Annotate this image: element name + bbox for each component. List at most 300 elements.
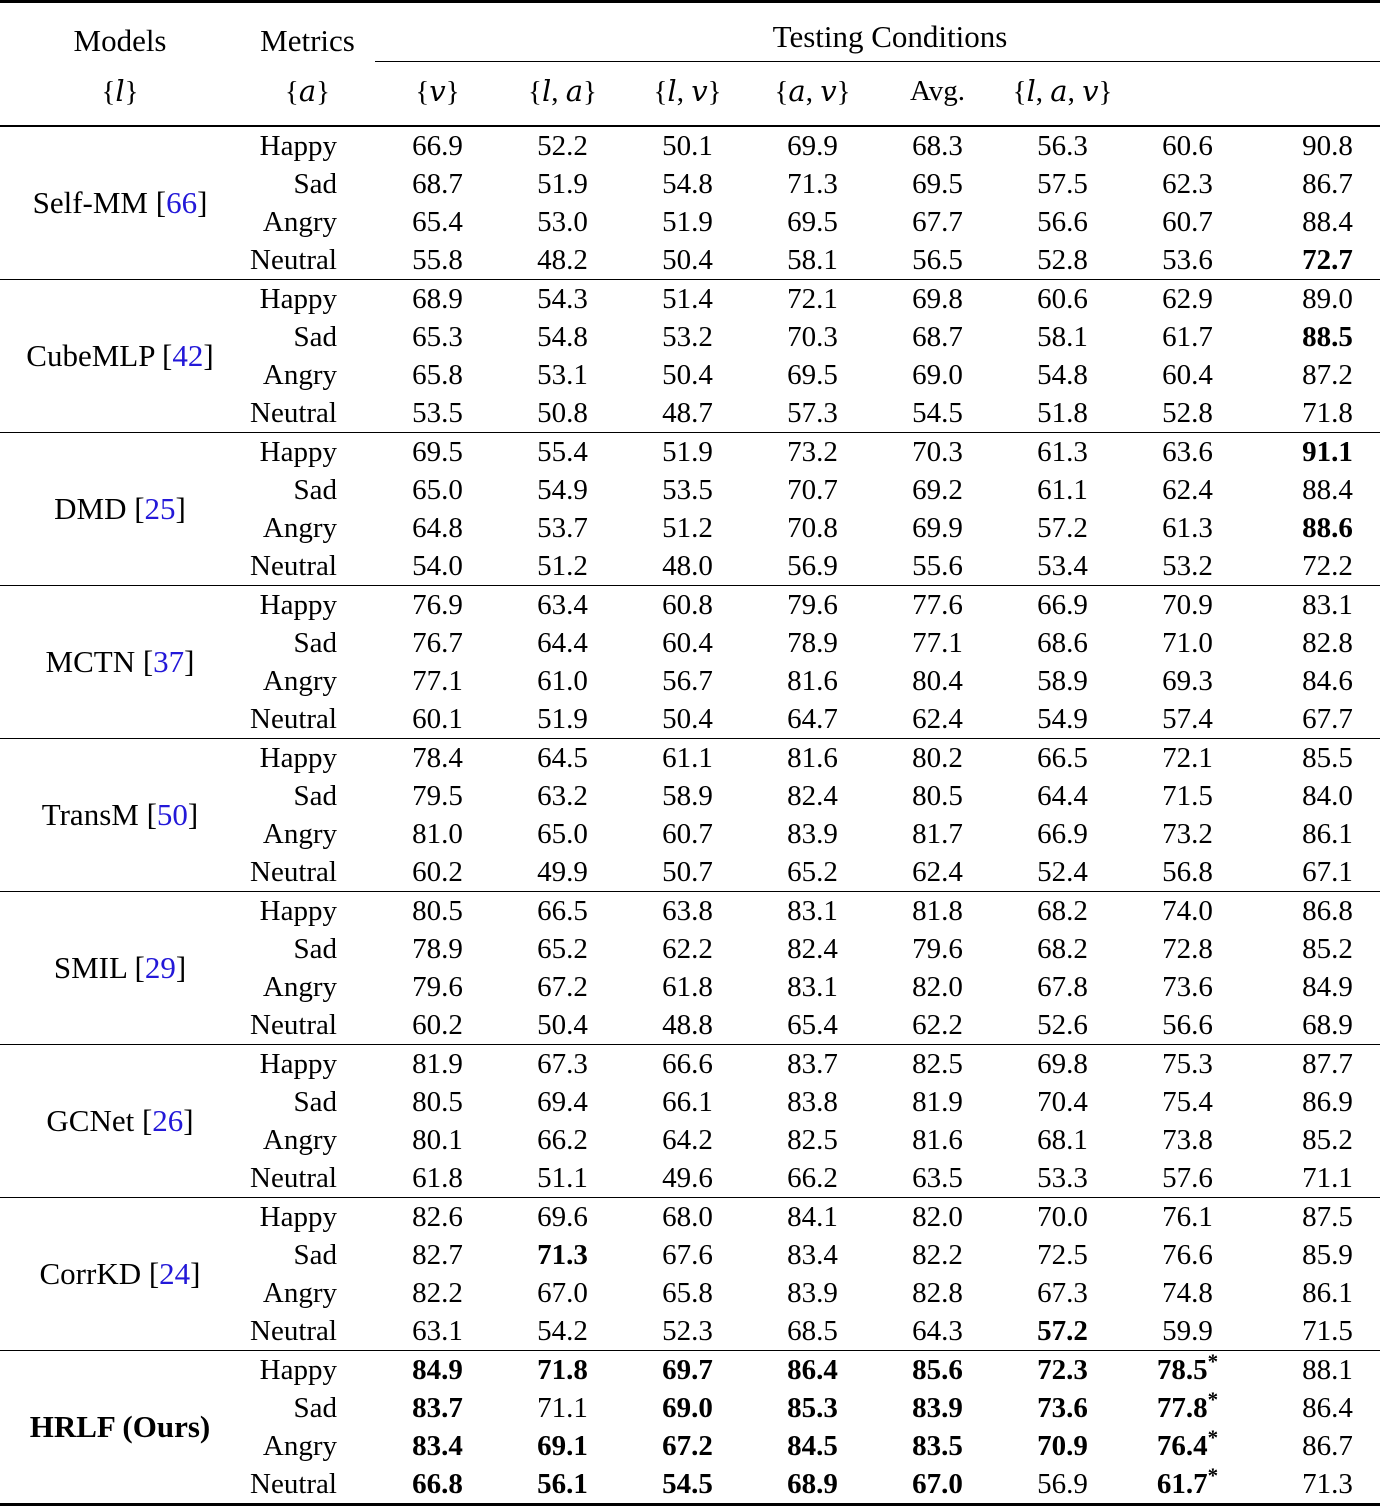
value-cell: 65.8 bbox=[662, 1277, 713, 1309]
value-cell: 62.4 bbox=[912, 856, 963, 888]
model-name-cell: HRLF (Ours) bbox=[29, 1409, 211, 1444]
value-cell: 52.8 bbox=[1037, 244, 1088, 276]
value-cell: 54.2 bbox=[537, 1315, 588, 1347]
table-row bbox=[0, 1045, 1380, 1083]
metric-label: Angry bbox=[262, 1429, 337, 1462]
value-cell: 51.8 bbox=[1037, 397, 1088, 429]
value-cell: 83.7 bbox=[787, 1048, 838, 1080]
metric-label: Angry bbox=[262, 511, 337, 544]
value-cell: 76.7 bbox=[412, 627, 463, 659]
bottom-rule bbox=[0, 1503, 1380, 1506]
value-cell: 54.8 bbox=[662, 168, 713, 200]
value-cell: 69.5 bbox=[412, 436, 463, 468]
value-cell: 81.6 bbox=[912, 1124, 963, 1156]
value-cell: 51.1 bbox=[537, 1162, 588, 1194]
header-condition-6: Avg. bbox=[909, 75, 966, 107]
value-cell: 82.8 bbox=[1302, 627, 1353, 659]
value-cell: 68.7 bbox=[412, 168, 463, 200]
value-cell: 83.9 bbox=[787, 818, 838, 850]
value-cell: 79.6 bbox=[412, 971, 463, 1003]
table-footer bbox=[0, 1503, 1380, 1506]
value-cell: 63.6 bbox=[1162, 436, 1213, 468]
value-cell: 65.0 bbox=[537, 818, 588, 850]
value-cell: 67.0 bbox=[537, 1277, 588, 1309]
value-cell: 73.2 bbox=[787, 436, 838, 468]
star-marker: * bbox=[1207, 1349, 1219, 1374]
value-cell: 53.0 bbox=[537, 206, 588, 238]
value-cell: 88.6 bbox=[1302, 512, 1353, 544]
value-cell: 82.7 bbox=[412, 1239, 463, 1271]
table-row bbox=[0, 127, 1380, 165]
value-cell: 69.2 bbox=[912, 474, 963, 506]
value-cell: 68.9 bbox=[1302, 1009, 1353, 1041]
value-cell: 52.2 bbox=[537, 130, 588, 162]
metric-label: Angry bbox=[262, 817, 337, 850]
value-cell: 70.0 bbox=[1037, 1201, 1088, 1233]
value-cell: 71.1 bbox=[537, 1392, 588, 1424]
value-cell: 67.6 bbox=[662, 1239, 713, 1271]
value-cell: 66.5 bbox=[537, 895, 588, 927]
value-cell: 83.7 bbox=[412, 1392, 463, 1424]
metric-label: Sad bbox=[293, 779, 337, 812]
value-cell: 54.8 bbox=[537, 321, 588, 353]
value-cell: 60.7 bbox=[1162, 206, 1213, 238]
value-cell: 58.1 bbox=[1037, 321, 1088, 353]
value-cell: 65.2 bbox=[787, 856, 838, 888]
value-cell: 69.4 bbox=[537, 1086, 588, 1118]
value-cell: 64.2 bbox=[662, 1124, 713, 1156]
value-cell: 82.2 bbox=[912, 1239, 963, 1271]
value-cell: 82.0 bbox=[912, 1201, 963, 1233]
header-condition-7: {l, a, v} bbox=[1012, 74, 1113, 108]
value-cell: 83.4 bbox=[412, 1430, 463, 1462]
value-cell: 70.3 bbox=[787, 321, 838, 353]
value-cell: 86.4 bbox=[1302, 1392, 1353, 1424]
metric-label: Neutral bbox=[250, 243, 337, 276]
header-condition-3: {l, a} bbox=[528, 74, 597, 108]
value-cell: 69.5 bbox=[787, 359, 838, 391]
value-cell: 60.1 bbox=[412, 703, 463, 735]
value-cell: 60.6 bbox=[1037, 283, 1088, 315]
metric-label: Happy bbox=[259, 1047, 337, 1080]
citation-link[interactable]: 24 bbox=[159, 1256, 191, 1291]
metric-label: Happy bbox=[259, 588, 337, 621]
value-cell: 56.1 bbox=[537, 1468, 588, 1500]
metric-label: Sad bbox=[293, 167, 337, 200]
value-cell: 84.5 bbox=[787, 1430, 838, 1462]
value-cell: 82.0 bbox=[912, 971, 963, 1003]
value-cell: 88.5 bbox=[1302, 321, 1353, 353]
header-condition-2: {v} bbox=[415, 74, 460, 108]
value-cell: 48.8 bbox=[662, 1009, 713, 1041]
metric-label: Sad bbox=[293, 1391, 337, 1424]
value-cell: 72.5 bbox=[1037, 1239, 1088, 1271]
header-metrics: Metrics bbox=[260, 22, 355, 58]
value-cell: 68.2 bbox=[1037, 933, 1088, 965]
value-cell: 64.7 bbox=[787, 703, 838, 735]
value-cell: 71.3 bbox=[1302, 1468, 1353, 1500]
value-cell: 73.6 bbox=[1037, 1392, 1088, 1424]
value-cell: 56.8 bbox=[1162, 856, 1213, 888]
value-cell: 50.4 bbox=[537, 1009, 588, 1041]
citation-link[interactable]: 66 bbox=[166, 185, 198, 220]
value-cell: 52.4 bbox=[1037, 856, 1088, 888]
value-cell: 53.1 bbox=[537, 359, 588, 391]
metric-label: Happy bbox=[259, 435, 337, 468]
value-cell: 79.6 bbox=[787, 589, 838, 621]
value-cell: 55.4 bbox=[537, 436, 588, 468]
value-cell: 86.1 bbox=[1302, 1277, 1353, 1309]
value-cell: 83.1 bbox=[787, 895, 838, 927]
star-marker: * bbox=[1207, 1463, 1219, 1488]
model-name-cell: CorrKD [24] bbox=[39, 1256, 201, 1291]
value-cell: 75.4 bbox=[1162, 1086, 1213, 1118]
value-cell: 60.6 bbox=[1162, 130, 1213, 162]
value-cell: 69.9 bbox=[787, 130, 838, 162]
value-cell: 54.3 bbox=[537, 283, 588, 315]
value-cell: 74.0 bbox=[1162, 895, 1213, 927]
citation-link[interactable]: 29 bbox=[144, 950, 176, 985]
value-cell: 65.4 bbox=[787, 1009, 838, 1041]
value-cell: 50.8 bbox=[537, 397, 588, 429]
value-cell: 80.5 bbox=[412, 895, 463, 927]
value-cell: 84.6 bbox=[1302, 665, 1353, 697]
value-cell: 69.0 bbox=[912, 359, 963, 391]
value-cell: 69.7 bbox=[662, 1354, 713, 1386]
value-cell: 60.2 bbox=[412, 1009, 463, 1041]
value-cell: 87.7 bbox=[1302, 1048, 1353, 1080]
value-cell: 65.8 bbox=[412, 359, 463, 391]
header-condition-1: {a} bbox=[284, 74, 331, 108]
header-condition-0: {l} bbox=[101, 74, 139, 108]
table-body bbox=[0, 127, 1380, 1503]
value-cell: 83.9 bbox=[787, 1277, 838, 1309]
value-cell: 81.8 bbox=[912, 895, 963, 927]
metric-label: Sad bbox=[293, 626, 337, 659]
value-cell: 54.9 bbox=[537, 474, 588, 506]
metric-label: Sad bbox=[293, 932, 337, 965]
model-name-cell: GCNet [26] bbox=[46, 1103, 194, 1138]
value-cell: 86.1 bbox=[1302, 818, 1353, 850]
metric-label: Neutral bbox=[250, 1467, 337, 1500]
value-cell: 87.2 bbox=[1302, 359, 1353, 391]
value-cell: 66.2 bbox=[787, 1162, 838, 1194]
value-cell: 81.9 bbox=[412, 1048, 463, 1080]
value-cell: 60.7 bbox=[662, 818, 713, 850]
value-cell: 50.1 bbox=[662, 130, 713, 162]
value-cell: 80.2 bbox=[912, 742, 963, 774]
metric-label: Angry bbox=[262, 358, 337, 391]
value-cell: 76.6 bbox=[1162, 1239, 1213, 1271]
value-cell: 66.9 bbox=[412, 130, 463, 162]
value-cell: 83.8 bbox=[787, 1086, 838, 1118]
value-cell: 62.3 bbox=[1162, 168, 1213, 200]
model-name-cell: DMD [25] bbox=[54, 491, 186, 526]
header-row-groups bbox=[0, 3, 1380, 61]
metric-label: Neutral bbox=[250, 702, 337, 735]
value-cell: 70.3 bbox=[912, 436, 963, 468]
table-row bbox=[0, 280, 1380, 318]
value-cell: 80.1 bbox=[412, 1124, 463, 1156]
table-row bbox=[0, 586, 1380, 624]
value-cell: 62.2 bbox=[662, 933, 713, 965]
value-cell: 49.9 bbox=[537, 856, 588, 888]
value-cell: 60.8 bbox=[662, 589, 713, 621]
value-cell: 76.1 bbox=[1162, 1201, 1213, 1233]
value-cell: 57.5 bbox=[1037, 168, 1088, 200]
value-cell: 83.5 bbox=[912, 1430, 963, 1462]
metric-label: Happy bbox=[259, 282, 337, 315]
table-row bbox=[0, 1351, 1380, 1389]
value-cell: 78.9 bbox=[412, 933, 463, 965]
value-cell: 56.9 bbox=[1037, 1468, 1088, 1500]
value-cell: 51.9 bbox=[537, 168, 588, 200]
value-cell: 51.9 bbox=[537, 703, 588, 735]
value-cell: 71.3 bbox=[537, 1239, 588, 1271]
value-cell: 88.4 bbox=[1302, 206, 1353, 238]
value-cell: 68.5 bbox=[787, 1315, 838, 1347]
metric-label: Angry bbox=[262, 205, 337, 238]
value-cell: 80.4 bbox=[912, 665, 963, 697]
metric-label: Neutral bbox=[250, 855, 337, 888]
citation-link[interactable]: 25 bbox=[144, 491, 176, 526]
metric-label: Angry bbox=[262, 664, 337, 697]
metric-label: Neutral bbox=[250, 396, 337, 429]
value-cell: 57.4 bbox=[1162, 703, 1213, 735]
value-cell: 62.9 bbox=[1162, 283, 1213, 315]
metric-label: Neutral bbox=[250, 1314, 337, 1347]
header-condition-4: {l, v} bbox=[653, 74, 722, 108]
value-cell: 90.8 bbox=[1302, 130, 1353, 162]
value-cell: 55.8 bbox=[412, 244, 463, 276]
value-cell: 77.6 bbox=[912, 589, 963, 621]
value-cell: 56.9 bbox=[787, 550, 838, 582]
value-cell: 72.1 bbox=[787, 283, 838, 315]
value-cell: 84.1 bbox=[787, 1201, 838, 1233]
value-cell: 63.1 bbox=[412, 1315, 463, 1347]
value-cell: 55.6 bbox=[912, 550, 963, 582]
value-cell: 86.8 bbox=[1302, 895, 1353, 927]
value-cell: 51.9 bbox=[662, 206, 713, 238]
value-cell: 57.6 bbox=[1162, 1162, 1213, 1194]
value-cell: 54.9 bbox=[1037, 703, 1088, 735]
value-cell: 70.7 bbox=[787, 474, 838, 506]
value-cell: 54.5 bbox=[912, 397, 963, 429]
star-marker: * bbox=[1207, 1425, 1219, 1450]
value-cell: 66.5 bbox=[1037, 742, 1088, 774]
value-cell: 51.9 bbox=[662, 436, 713, 468]
value-cell: 89.0 bbox=[1302, 283, 1353, 315]
value-cell: 80.5 bbox=[912, 780, 963, 812]
metric-label: Sad bbox=[293, 1085, 337, 1118]
metric-label: Angry bbox=[262, 970, 337, 1003]
value-cell: 85.5 bbox=[1302, 742, 1353, 774]
value-cell: 85.3 bbox=[787, 1392, 838, 1424]
model-name-cell: SMIL [29] bbox=[53, 950, 187, 985]
value-cell: 81.6 bbox=[787, 742, 838, 774]
value-cell: 67.0 bbox=[912, 1468, 963, 1500]
value-cell: 58.9 bbox=[662, 780, 713, 812]
value-cell: 64.3 bbox=[912, 1315, 963, 1347]
value-cell: 53.4 bbox=[1037, 550, 1088, 582]
value-cell: 60.4 bbox=[662, 627, 713, 659]
value-cell: 60.4 bbox=[1162, 359, 1213, 391]
header-models: Models bbox=[73, 22, 167, 58]
value-cell: 61.3 bbox=[1162, 512, 1213, 544]
value-cell: 80.5 bbox=[412, 1086, 463, 1118]
value-cell: 79.6 bbox=[912, 933, 963, 965]
metric-label: Neutral bbox=[250, 549, 337, 582]
value-cell: 71.0 bbox=[1162, 627, 1213, 659]
value-cell: 62.4 bbox=[1162, 474, 1213, 506]
value-cell: 72.7 bbox=[1302, 244, 1353, 276]
value-cell: 57.3 bbox=[787, 397, 838, 429]
value-cell: 78.9 bbox=[787, 627, 838, 659]
value-cell: 85.9 bbox=[1302, 1239, 1353, 1271]
value-cell: 86.7 bbox=[1302, 1430, 1353, 1462]
value-cell: 83.1 bbox=[1302, 589, 1353, 621]
value-cell: 85.6 bbox=[912, 1354, 963, 1386]
value-cell: 61.1 bbox=[1037, 474, 1088, 506]
value-cell: 56.3 bbox=[1037, 130, 1088, 162]
citation-link[interactable]: 42 bbox=[172, 338, 204, 373]
value-cell: 75.3 bbox=[1162, 1048, 1213, 1080]
value-cell: 57.2 bbox=[1037, 512, 1088, 544]
value-cell: 69.9 bbox=[912, 512, 963, 544]
header-row-conditions bbox=[0, 62, 1380, 125]
value-cell: 50.7 bbox=[662, 856, 713, 888]
value-cell: 66.8 bbox=[412, 1468, 463, 1500]
citation-link[interactable]: 50 bbox=[156, 797, 188, 832]
value-cell: 61.7* bbox=[1156, 1463, 1219, 1500]
metric-label: Happy bbox=[259, 1200, 337, 1233]
value-cell: 73.8 bbox=[1162, 1124, 1213, 1156]
value-cell: 81.7 bbox=[912, 818, 963, 850]
value-cell: 67.2 bbox=[537, 971, 588, 1003]
citation-link[interactable]: 26 bbox=[152, 1103, 184, 1138]
value-cell: 70.9 bbox=[1162, 589, 1213, 621]
value-cell: 81.0 bbox=[412, 818, 463, 850]
value-cell: 64.5 bbox=[537, 742, 588, 774]
value-cell: 81.6 bbox=[787, 665, 838, 697]
metric-label: Neutral bbox=[250, 1008, 337, 1041]
value-cell: 68.1 bbox=[1037, 1124, 1088, 1156]
star-marker: * bbox=[1207, 1387, 1219, 1412]
value-cell: 51.2 bbox=[537, 550, 588, 582]
value-cell: 51.4 bbox=[662, 283, 713, 315]
value-cell: 86.9 bbox=[1302, 1086, 1353, 1118]
value-cell: 48.7 bbox=[662, 397, 713, 429]
value-cell: 77.1 bbox=[412, 665, 463, 697]
value-cell: 59.9 bbox=[1162, 1315, 1213, 1347]
value-cell: 82.6 bbox=[412, 1201, 463, 1233]
value-cell: 72.2 bbox=[1302, 550, 1353, 582]
value-cell: 71.1 bbox=[1302, 1162, 1353, 1194]
value-cell: 68.6 bbox=[1037, 627, 1088, 659]
value-cell: 88.1 bbox=[1302, 1354, 1353, 1386]
value-cell: 85.2 bbox=[1302, 1124, 1353, 1156]
value-cell: 67.7 bbox=[1302, 703, 1353, 735]
metric-label: Sad bbox=[293, 320, 337, 353]
value-cell: 68.7 bbox=[912, 321, 963, 353]
table-row bbox=[0, 892, 1380, 930]
value-cell: 54.0 bbox=[412, 550, 463, 582]
citation-link[interactable]: 37 bbox=[153, 644, 185, 679]
value-cell: 63.5 bbox=[912, 1162, 963, 1194]
metric-label: Happy bbox=[259, 1353, 337, 1386]
value-cell: 48.0 bbox=[662, 550, 713, 582]
value-cell: 67.8 bbox=[1037, 971, 1088, 1003]
value-cell: 77.8* bbox=[1156, 1387, 1219, 1424]
value-cell: 67.7 bbox=[912, 206, 963, 238]
value-cell: 53.5 bbox=[662, 474, 713, 506]
value-cell: 66.9 bbox=[1037, 589, 1088, 621]
value-cell: 65.0 bbox=[412, 474, 463, 506]
value-cell: 61.7 bbox=[1162, 321, 1213, 353]
model-name-cell: Self-MM [66] bbox=[32, 185, 208, 220]
value-cell: 69.0 bbox=[662, 1392, 713, 1424]
value-cell: 52.3 bbox=[662, 1315, 713, 1347]
value-cell: 51.2 bbox=[662, 512, 713, 544]
value-cell: 57.2 bbox=[1037, 1315, 1088, 1347]
value-cell: 66.1 bbox=[662, 1086, 713, 1118]
value-cell: 62.2 bbox=[912, 1009, 963, 1041]
value-cell: 69.1 bbox=[537, 1430, 588, 1462]
value-cell: 69.3 bbox=[1162, 665, 1213, 697]
value-cell: 83.1 bbox=[787, 971, 838, 1003]
value-cell: 63.2 bbox=[537, 780, 588, 812]
value-cell: 91.1 bbox=[1302, 436, 1353, 468]
value-cell: 82.4 bbox=[787, 780, 838, 812]
value-cell: 82.8 bbox=[912, 1277, 963, 1309]
value-cell: 70.9 bbox=[1037, 1430, 1088, 1462]
value-cell: 53.7 bbox=[537, 512, 588, 544]
value-cell: 82.5 bbox=[787, 1124, 838, 1156]
value-cell: 64.8 bbox=[412, 512, 463, 544]
value-cell: 83.9 bbox=[912, 1392, 963, 1424]
value-cell: 84.0 bbox=[1302, 780, 1353, 812]
value-cell: 82.2 bbox=[412, 1277, 463, 1309]
value-cell: 66.2 bbox=[537, 1124, 588, 1156]
value-cell: 66.9 bbox=[1037, 818, 1088, 850]
value-cell: 84.9 bbox=[412, 1354, 463, 1386]
value-cell: 86.7 bbox=[1302, 168, 1353, 200]
metric-label: Angry bbox=[262, 1123, 337, 1156]
value-cell: 71.8 bbox=[1302, 397, 1353, 429]
table-row bbox=[0, 739, 1380, 777]
value-cell: 52.8 bbox=[1162, 397, 1213, 429]
value-cell: 71.8 bbox=[537, 1354, 588, 1386]
value-cell: 56.6 bbox=[1037, 206, 1088, 238]
value-cell: 78.4 bbox=[412, 742, 463, 774]
value-cell: 76.4* bbox=[1156, 1425, 1219, 1462]
value-cell: 53.6 bbox=[1162, 244, 1213, 276]
value-cell: 50.4 bbox=[662, 703, 713, 735]
value-cell: 65.3 bbox=[412, 321, 463, 353]
value-cell: 69.6 bbox=[537, 1201, 588, 1233]
value-cell: 54.8 bbox=[1037, 359, 1088, 391]
value-cell: 77.1 bbox=[912, 627, 963, 659]
value-cell: 68.9 bbox=[787, 1468, 838, 1500]
value-cell: 72.1 bbox=[1162, 742, 1213, 774]
value-cell: 65.4 bbox=[412, 206, 463, 238]
value-cell: 53.3 bbox=[1037, 1162, 1088, 1194]
metric-label: Angry bbox=[262, 1276, 337, 1309]
value-cell: 71.3 bbox=[787, 168, 838, 200]
value-cell: 54.5 bbox=[662, 1468, 713, 1500]
header-testing-conditions: Testing Conditions bbox=[772, 19, 1008, 54]
value-cell: 85.2 bbox=[1302, 933, 1353, 965]
